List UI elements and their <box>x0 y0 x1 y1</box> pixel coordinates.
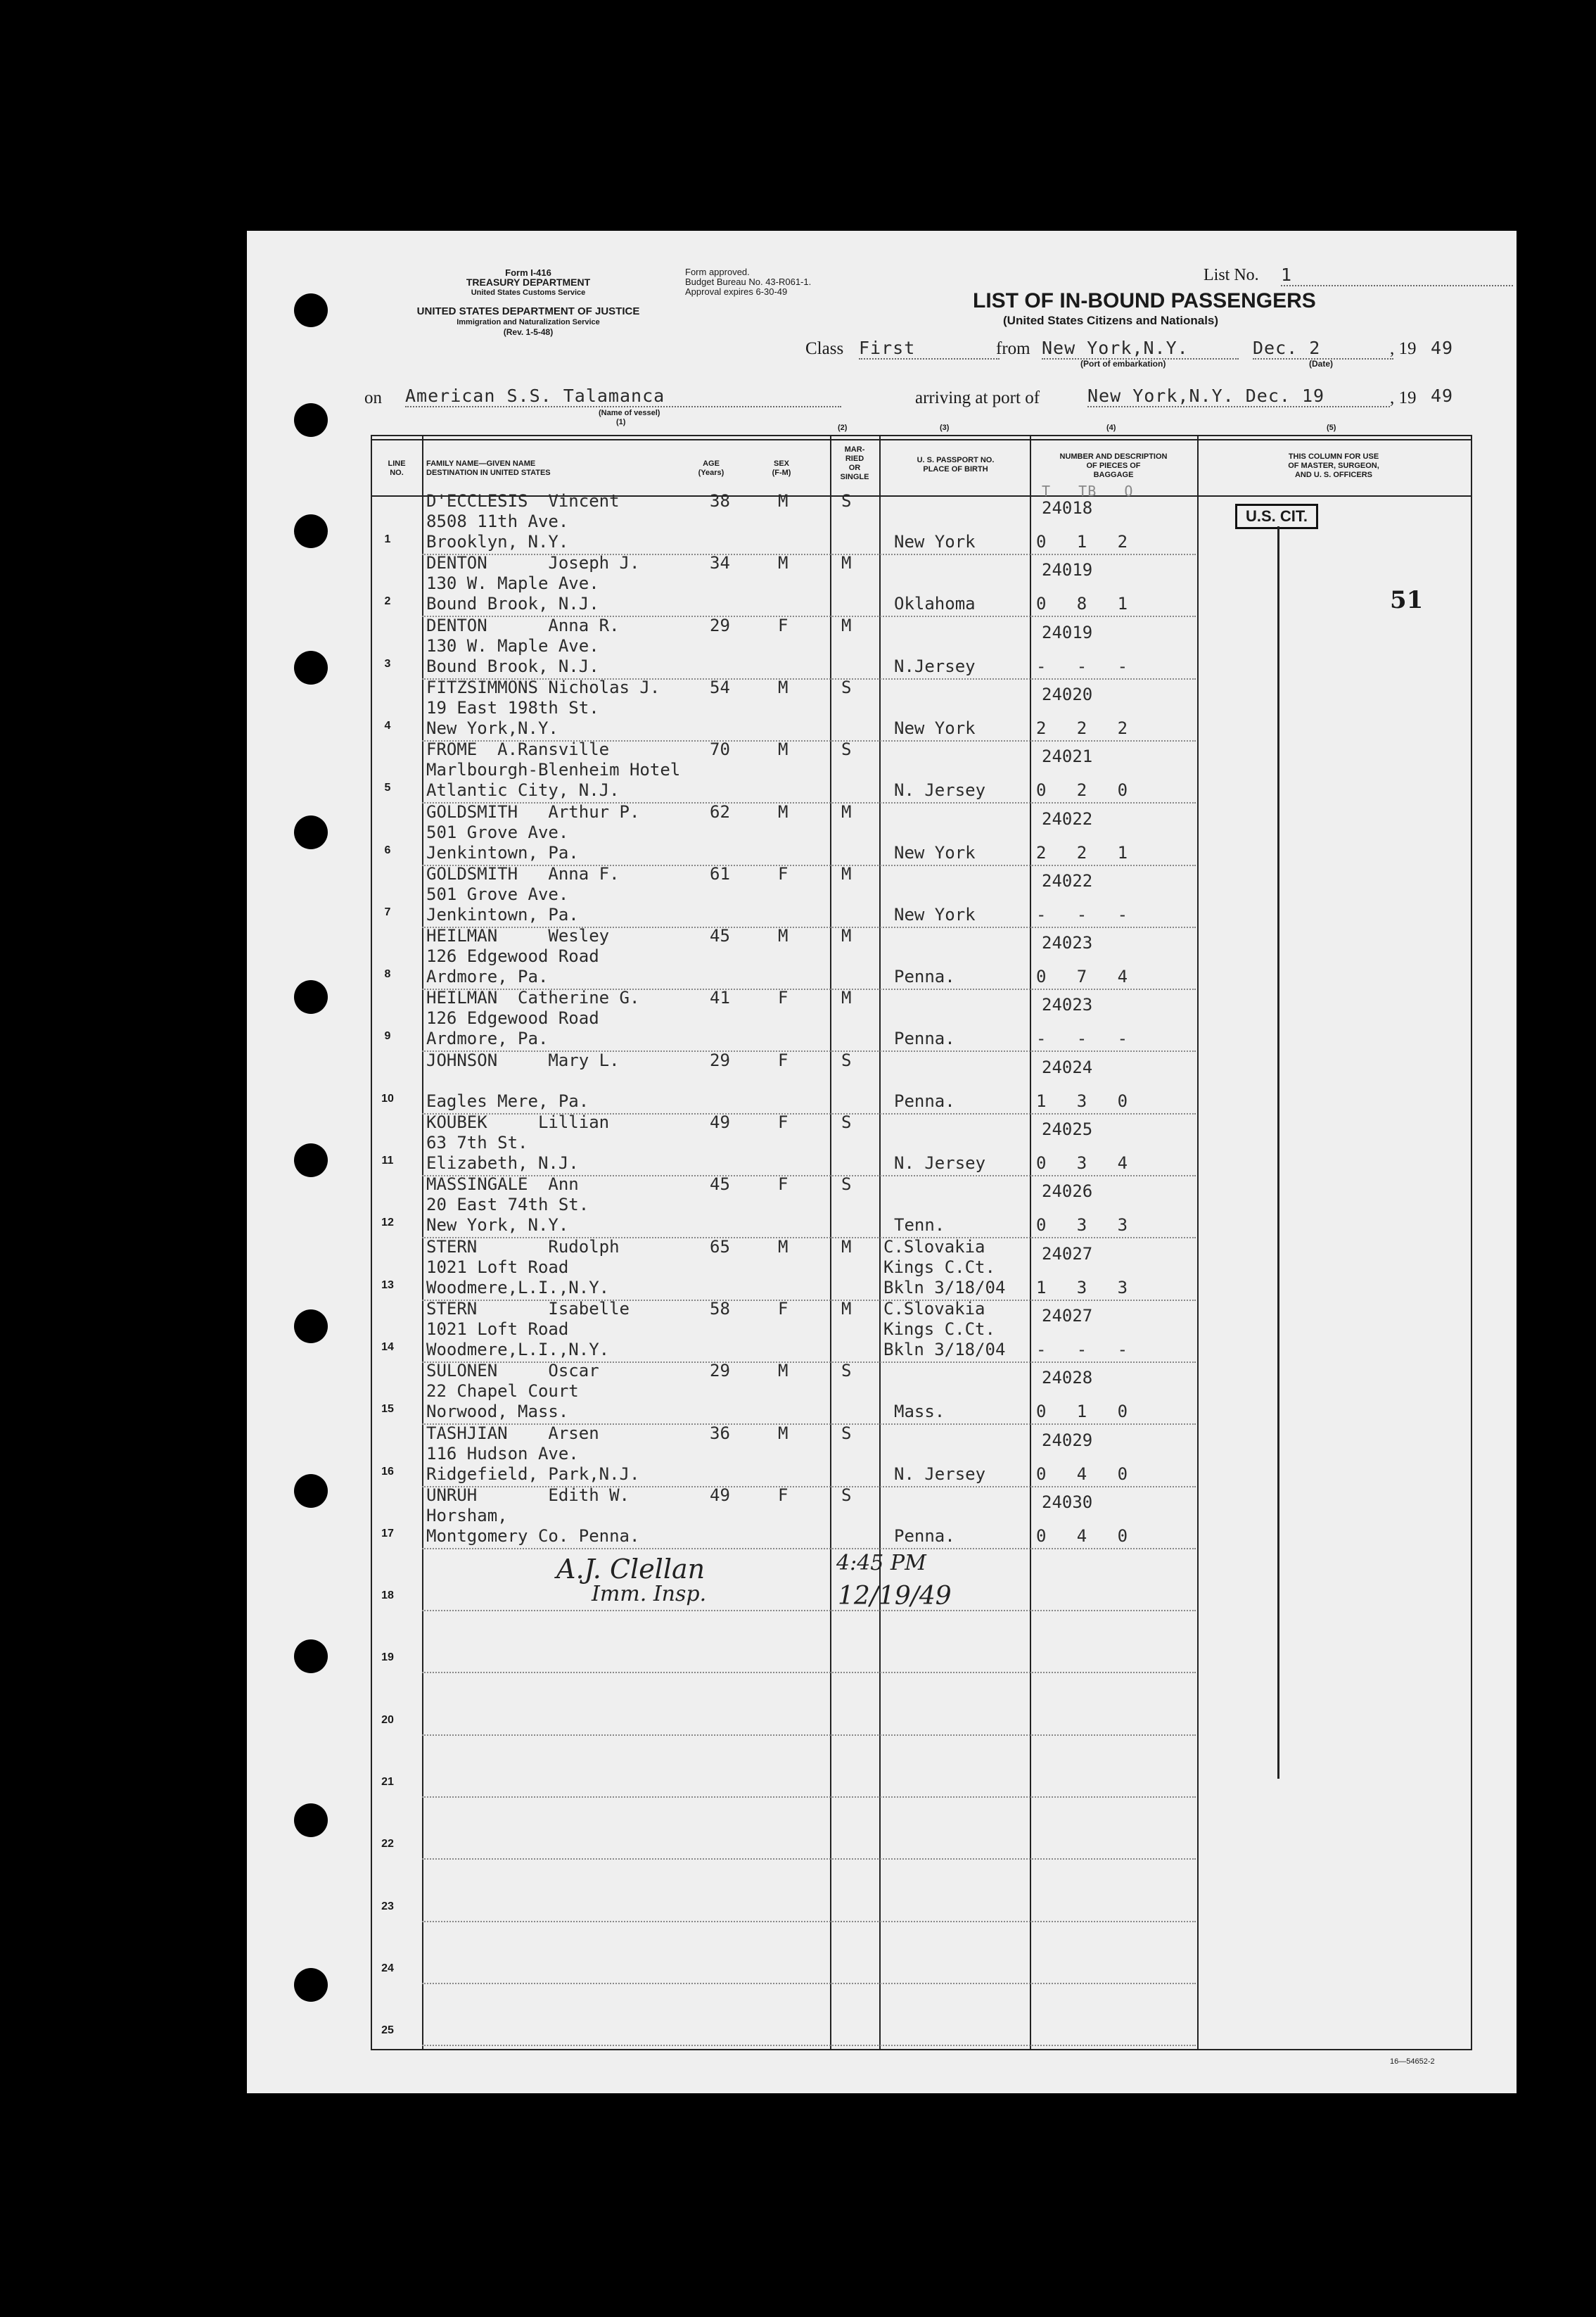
from-label: from <box>996 339 1030 358</box>
binder-hole <box>294 815 328 849</box>
baggage-number: 24028 <box>1042 1368 1093 1388</box>
line-number: 1 <box>384 533 391 545</box>
baggage-pieces: 1 3 0 <box>1036 1091 1128 1111</box>
passenger-age: 29 <box>710 1361 730 1381</box>
passport-number: C.Slovakia <box>883 1298 985 1319</box>
passenger-age: 58 <box>710 1298 730 1319</box>
officer-line <box>1277 526 1279 1779</box>
place-of-birth: New York <box>894 718 976 738</box>
immigration-service: Immigration and Naturalization Service <box>457 318 600 326</box>
place-of-birth: New York <box>894 904 976 925</box>
passenger-name: TASHJIAN Arsen <box>426 1423 599 1443</box>
row-rule <box>422 1734 1196 1736</box>
passenger-city: Ardmore, Pa. <box>426 967 549 987</box>
line-number: 15 <box>381 1403 394 1416</box>
baggage-number: 24018 <box>1042 498 1093 518</box>
passenger-city: Norwood, Mass. <box>426 1402 569 1422</box>
baggage-number: 24021 <box>1042 747 1093 767</box>
col-line-5 <box>1197 435 1199 2049</box>
passenger-age: 49 <box>710 1112 730 1132</box>
baggage-number: 24019 <box>1042 560 1093 580</box>
right-number: 51 <box>1390 586 1424 614</box>
hdr-married: MAR- RIED OR SINGLE <box>840 445 869 481</box>
line-number: 25 <box>381 2024 394 2037</box>
passenger-name: SULONEN Oscar <box>426 1361 599 1381</box>
passenger-name: HEILMAN Catherine G. <box>426 988 640 1008</box>
year-prefix-1: , 19 <box>1390 339 1417 358</box>
place-of-birth: Tenn. <box>894 1215 945 1236</box>
baggage-number: 24022 <box>1042 870 1093 891</box>
line-number: 19 <box>381 1651 394 1664</box>
baggage-number: 24026 <box>1042 1181 1093 1202</box>
customs-service: United States Customs Service <box>471 288 586 297</box>
passenger-name: FROME A.Ransville <box>426 739 610 760</box>
passenger-age: 61 <box>710 863 730 884</box>
approval-expires: Approval expires 6-30-49 <box>685 286 788 297</box>
passenger-name: DENTON Joseph J. <box>426 553 640 573</box>
row-rule <box>422 1672 1196 1673</box>
passenger-name: HEILMAN Wesley <box>426 926 610 946</box>
passenger-address: 126 Edgewood Road <box>426 1008 599 1029</box>
passenger-marital: M <box>841 801 852 822</box>
list-no-label: List No. <box>1204 266 1259 284</box>
passport-court: Kings C.Ct. <box>883 1319 995 1339</box>
signature-time: 4:45 PM <box>836 1551 926 1575</box>
place-of-birth: Bkln 3/18/04 <box>883 1339 1006 1359</box>
baggage-number: 24019 <box>1042 622 1093 642</box>
passenger-name: DENTON Anna R. <box>426 615 620 635</box>
baggage-number: 24020 <box>1042 684 1093 704</box>
passenger-city: Ardmore, Pa. <box>426 1029 549 1049</box>
passenger-address: 126 Edgewood Road <box>426 946 599 967</box>
passenger-city: Elizabeth, N.J. <box>426 1153 579 1173</box>
baggage-pieces: 1 3 3 <box>1036 1277 1128 1297</box>
passenger-sex: F <box>778 1298 789 1319</box>
passenger-sex: F <box>778 988 789 1008</box>
line-number: 22 <box>381 1838 394 1851</box>
budget-bureau: Budget Bureau No. 43-R061-1. <box>685 277 812 287</box>
baggage-pieces: 0 3 4 <box>1036 1153 1128 1173</box>
place-of-birth: Penna. <box>894 1091 955 1111</box>
passenger-age: 45 <box>710 926 730 946</box>
justice-department: UNITED STATES DEPARTMENT OF JUSTICE <box>416 305 640 317</box>
place-of-birth: New York <box>894 842 976 863</box>
class-label: Class <box>805 339 844 358</box>
from-date: Dec. 2 <box>1253 338 1393 360</box>
port-caption: (Port of embarkation) <box>1080 359 1166 369</box>
class-value: First <box>859 338 1000 360</box>
baggage-pieces: 0 2 0 <box>1036 780 1128 801</box>
passenger-city: Woodmere,L.I.,N.Y. <box>426 1277 610 1297</box>
passenger-age: 38 <box>710 491 730 511</box>
baggage-number: 24022 <box>1042 808 1093 829</box>
passenger-marital: M <box>841 1298 852 1319</box>
baggage-pieces: 0 8 1 <box>1036 594 1128 614</box>
line-number: 23 <box>381 1900 394 1912</box>
col-line-2 <box>830 435 831 2049</box>
passenger-marital: S <box>841 1050 852 1070</box>
passenger-sex: F <box>778 1112 789 1132</box>
passenger-marital: S <box>841 1485 852 1505</box>
passenger-sex: F <box>778 1050 789 1070</box>
passenger-city: Atlantic City, N.J. <box>426 780 620 801</box>
passenger-city: Bound Brook, N.J. <box>426 594 599 614</box>
passenger-marital: S <box>841 1361 852 1381</box>
passenger-city: Eagles Mere, Pa. <box>426 1091 589 1111</box>
baggage-number: 24023 <box>1042 995 1093 1015</box>
line-number: 18 <box>381 1589 394 1602</box>
passport-court: Kings C.Ct. <box>883 1257 995 1277</box>
binder-hole <box>294 1639 328 1673</box>
year-1: 49 <box>1431 338 1454 358</box>
form-approved: Form approved. <box>685 267 750 277</box>
passenger-sex: F <box>778 615 789 635</box>
on-label: on <box>364 388 382 407</box>
line-number: 4 <box>384 719 391 732</box>
passenger-marital: S <box>841 1174 852 1195</box>
form-number: Form I-416 <box>505 267 551 278</box>
line-number: 17 <box>381 1527 394 1540</box>
passenger-city: Bound Brook, N.J. <box>426 656 599 676</box>
passenger-sex: M <box>778 1236 789 1257</box>
passenger-marital: S <box>841 1112 852 1132</box>
passenger-address: 8508 11th Ave. <box>426 512 569 531</box>
baggage-number: 24027 <box>1042 1243 1093 1264</box>
baggage-pieces: 2 2 2 <box>1036 718 1128 738</box>
footer-code: 16—54652-2 <box>1390 2057 1435 2066</box>
passenger-city: Woodmere,L.I.,N.Y. <box>426 1339 610 1359</box>
line-number: 24 <box>381 1962 394 1974</box>
passenger-age: 29 <box>710 1050 730 1070</box>
passenger-address: 501 Grove Ave. <box>426 884 569 904</box>
passenger-name: MASSINGALE Ann <box>426 1174 579 1195</box>
passenger-sex: M <box>778 1423 789 1443</box>
row-rule <box>422 1983 1196 1984</box>
vessel-name: American S.S. Talamanca <box>405 386 841 407</box>
place-of-birth: Oklahoma <box>894 594 976 614</box>
passenger-marital: M <box>841 926 852 946</box>
line-number: 3 <box>384 657 391 670</box>
line-number: 11 <box>381 1155 394 1167</box>
list-no-value: 1 <box>1281 265 1513 286</box>
passenger-marital: M <box>841 863 852 884</box>
passenger-address: 63 7th St. <box>426 1133 528 1153</box>
passenger-name: STERN Rudolph <box>426 1236 620 1257</box>
col-num-3: (3) <box>940 424 950 432</box>
binder-hole <box>294 1968 328 2002</box>
baggage-pieces: - - - <box>1036 1029 1128 1049</box>
place-of-birth: Penna. <box>894 967 955 987</box>
hdr-baggage: NUMBER AND DESCRIPTION OF PIECES OF BAGGAGE <box>1059 452 1168 479</box>
passenger-name: STERN Isabelle <box>426 1298 630 1319</box>
passenger-sex: M <box>778 1361 789 1381</box>
row-rule <box>422 1921 1196 1922</box>
line-number: 6 <box>384 844 391 856</box>
passenger-age: 70 <box>710 739 730 760</box>
binder-hole <box>294 1143 328 1177</box>
row-rule <box>422 1796 1196 1798</box>
line-number: 14 <box>381 1340 394 1353</box>
line-number: 20 <box>381 1713 394 1726</box>
baggage-pieces: - - - <box>1036 904 1128 925</box>
revision: (Rev. 1-5-48) <box>503 327 554 337</box>
binder-hole <box>294 403 328 437</box>
year-prefix-2: , 19 <box>1390 388 1417 407</box>
form-title: LIST OF IN-BOUND PASSENGERS <box>973 289 1316 312</box>
hdr-age: AGE (Years) <box>698 459 724 477</box>
col-line-1 <box>422 435 423 2049</box>
passenger-sex: M <box>778 491 789 511</box>
hdr-sex: SEX (F-M) <box>772 459 791 477</box>
baggage-pieces: 2 2 1 <box>1036 842 1128 863</box>
col-num-1: (1) <box>616 418 626 426</box>
passenger-name: D'ECCLESIS Vincent <box>426 491 620 511</box>
baggage-number: 24023 <box>1042 933 1093 953</box>
baggage-pieces: 0 3 3 <box>1036 1215 1128 1236</box>
inspector-title: Imm. Insp. <box>592 1582 707 1606</box>
vessel-caption: (Name of vessel) <box>599 409 660 417</box>
hdr-name: FAMILY NAME—GIVEN NAME DESTINATION IN UNITED STATES <box>426 459 551 477</box>
col-num-5: (5) <box>1327 424 1336 432</box>
date-caption: (Date) <box>1309 359 1334 369</box>
passenger-age: 65 <box>710 1236 730 1257</box>
passenger-sex: F <box>778 863 789 884</box>
arriving-label: arriving at port of <box>915 388 1040 407</box>
year-2: 49 <box>1431 386 1454 406</box>
baggage-header: T TB O <box>1042 483 1134 500</box>
passenger-sex: M <box>778 801 789 822</box>
line-number: 5 <box>384 782 391 794</box>
col-num-2: (2) <box>838 424 848 432</box>
passenger-address: Horsham, <box>426 1505 508 1525</box>
passenger-city: Jenkintown, Pa. <box>426 904 579 925</box>
passenger-city: Jenkintown, Pa. <box>426 842 579 863</box>
baggage-pieces: - - - <box>1036 656 1128 676</box>
passport-number: C.Slovakia <box>883 1236 985 1257</box>
place-of-birth: N. Jersey <box>894 1464 986 1484</box>
baggage-pieces: - - - <box>1036 1339 1128 1359</box>
binder-hole <box>294 980 328 1014</box>
passenger-address: Marlbourgh-Blenheim Hotel <box>426 760 681 780</box>
place-of-birth: New York <box>894 532 976 552</box>
passenger-address: 1021 Loft Road <box>426 1319 569 1339</box>
passenger-age: 62 <box>710 801 730 822</box>
baggage-number: 24030 <box>1042 1492 1093 1512</box>
hdr-line-no: LINE NO. <box>388 459 406 477</box>
col-line-4 <box>1030 435 1031 2049</box>
form-subtitle: (United States Citizens and Nationals) <box>1003 314 1219 327</box>
passenger-name: GOLDSMITH Arthur P. <box>426 801 640 822</box>
passenger-address: 1021 Loft Road <box>426 1257 569 1277</box>
row-rule <box>422 1858 1196 1860</box>
line-number: 8 <box>384 968 391 981</box>
line-number: 16 <box>381 1465 394 1478</box>
passenger-name: UNRUH Edith W. <box>426 1485 630 1505</box>
arriving-value: New York,N.Y. Dec. 19 <box>1087 386 1390 407</box>
passenger-marital: M <box>841 615 852 635</box>
passenger-age: 36 <box>710 1423 730 1443</box>
passenger-address: 130 W. Maple Ave. <box>426 573 599 594</box>
passenger-age: 34 <box>710 553 730 573</box>
passenger-address: 130 W. Maple Ave. <box>426 635 599 656</box>
binder-hole <box>294 651 328 685</box>
place-of-birth: Mass. <box>894 1402 945 1422</box>
passenger-marital: M <box>841 553 852 573</box>
passenger-sex: F <box>778 1485 789 1505</box>
passenger-sex: M <box>778 677 789 697</box>
baggage-pieces: 0 1 2 <box>1036 532 1128 552</box>
passenger-marital: S <box>841 1423 852 1443</box>
passenger-city: New York, N.Y. <box>426 1215 569 1236</box>
passenger-marital: S <box>841 677 852 697</box>
col-line-3 <box>879 435 881 2049</box>
us-cit-stamp: U.S. CIT. <box>1235 504 1318 529</box>
passenger-address: 20 East 74th St. <box>426 1195 589 1215</box>
treasury-department: TREASURY DEPARTMENT <box>466 277 591 288</box>
line-number: 21 <box>381 1776 394 1788</box>
place-of-birth: N.Jersey <box>894 656 976 676</box>
col-num-4: (4) <box>1106 424 1116 432</box>
passenger-marital: M <box>841 988 852 1008</box>
binder-hole <box>294 1474 328 1508</box>
place-of-birth: Penna. <box>894 1029 955 1049</box>
passenger-address: 116 Hudson Ave. <box>426 1443 579 1464</box>
binder-hole <box>294 293 328 327</box>
line-number: 7 <box>384 906 391 918</box>
passenger-sex: M <box>778 553 789 573</box>
baggage-pieces: 0 4 0 <box>1036 1525 1128 1546</box>
binder-hole <box>294 514 328 548</box>
binder-hole <box>294 1309 328 1343</box>
passenger-marital: S <box>841 491 852 511</box>
passenger-city: Brooklyn, N.Y. <box>426 532 569 552</box>
baggage-number: 24027 <box>1042 1305 1093 1326</box>
line-number: 2 <box>384 595 391 608</box>
line-number: 13 <box>381 1278 394 1291</box>
hdr-passport: U. S. PASSPORT NO. PLACE OF BIRTH <box>917 456 995 474</box>
passenger-city: Ridgefield, Park,N.J. <box>426 1464 640 1484</box>
baggage-pieces: 0 4 0 <box>1036 1464 1128 1484</box>
passenger-city: Montgomery Co. Penna. <box>426 1525 640 1546</box>
line-number: 9 <box>384 1030 391 1043</box>
passenger-address: 19 East 198th St. <box>426 697 599 718</box>
passenger-sex: F <box>778 1174 789 1195</box>
signature-date: 12/19/49 <box>838 1582 952 1611</box>
passenger-age: 49 <box>710 1485 730 1505</box>
passenger-name: FITZSIMMONS Nicholas J. <box>426 677 660 697</box>
place-of-birth: Bkln 3/18/04 <box>883 1277 1006 1297</box>
place-of-birth: N. Jersey <box>894 780 986 801</box>
passenger-age: 41 <box>710 988 730 1008</box>
inspector-signature: A.J. Clellan <box>556 1554 706 1585</box>
passenger-name: GOLDSMITH Anna F. <box>426 863 620 884</box>
place-of-birth: Penna. <box>894 1525 955 1546</box>
baggage-number: 24025 <box>1042 1119 1093 1139</box>
line-number: 12 <box>381 1217 394 1229</box>
passenger-city: New York,N.Y. <box>426 718 558 738</box>
passenger-marital: M <box>841 1236 852 1257</box>
passenger-name: JOHNSON Mary L. <box>426 1050 620 1070</box>
passenger-marital: S <box>841 739 852 760</box>
passenger-address: 22 Chapel Court <box>426 1381 579 1402</box>
row-rule <box>422 1610 1196 1611</box>
line-number: 10 <box>381 1092 394 1105</box>
row-rule <box>422 1548 1196 1549</box>
passenger-sex: M <box>778 739 789 760</box>
passenger-sex: M <box>778 926 789 946</box>
hdr-officers: THIS COLUMN FOR USE OF MASTER, SURGEON, AND U. S. OFFICERS <box>1288 452 1379 479</box>
baggage-number: 24029 <box>1042 1430 1093 1450</box>
passenger-name: KOUBEK Lillian <box>426 1112 610 1132</box>
place-of-birth: N. Jersey <box>894 1153 986 1173</box>
baggage-pieces: 0 1 0 <box>1036 1402 1128 1422</box>
passenger-age: 54 <box>710 677 730 697</box>
row-rule <box>422 2045 1196 2046</box>
manifest-page <box>247 231 1517 2093</box>
passenger-age: 29 <box>710 615 730 635</box>
from-port: New York,N.Y. <box>1042 338 1239 360</box>
passenger-address: 501 Grove Ave. <box>426 822 569 842</box>
baggage-number: 24024 <box>1042 1057 1093 1077</box>
passenger-age: 45 <box>710 1174 730 1195</box>
baggage-pieces: 0 7 4 <box>1036 967 1128 987</box>
binder-hole <box>294 1803 328 1837</box>
